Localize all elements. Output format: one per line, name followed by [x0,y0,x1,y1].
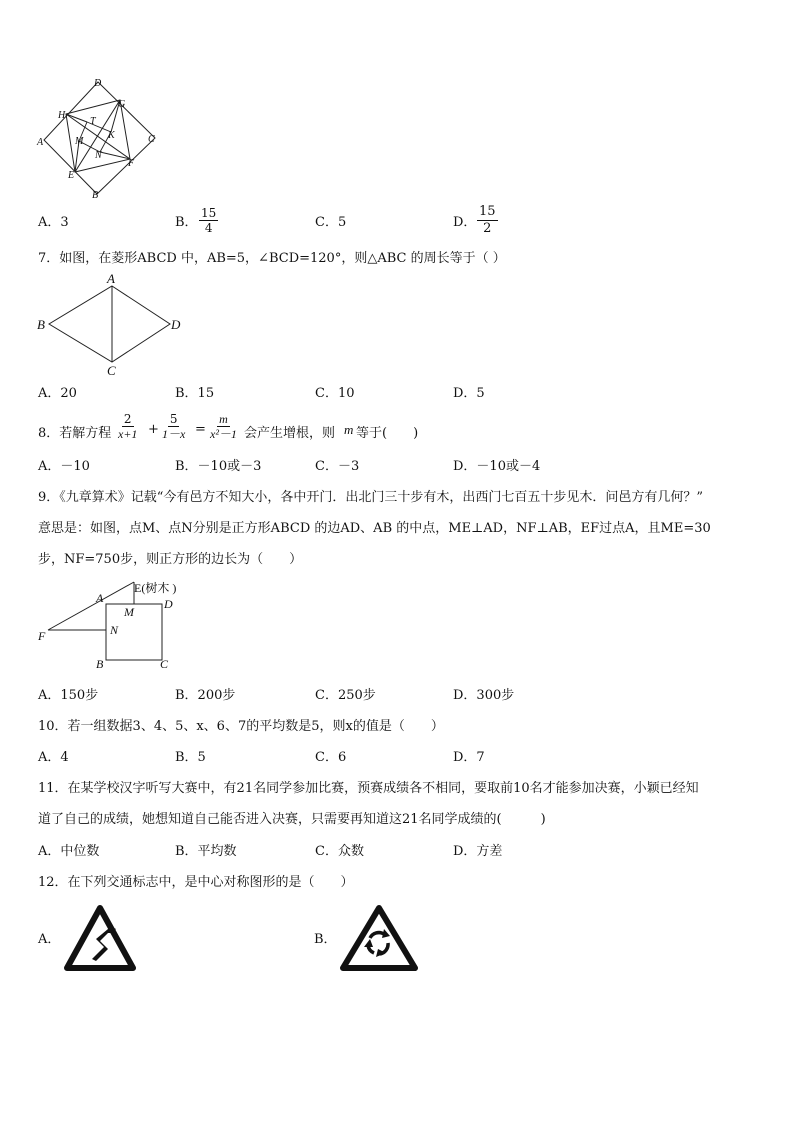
q10-option-a[interactable]: A．4 [38,750,69,765]
q7-option-a[interactable]: A．20 [38,386,77,401]
fig6-label-n: N [95,150,102,161]
q8-fraction-3-denominator: x²－1 [210,427,237,441]
q9-option-a[interactable]: A．150步 [38,688,99,703]
q6-option-d-denominator: 2 [483,221,492,236]
double-bend-sign-icon [64,905,136,971]
q12-option-b[interactable]: B． [314,932,337,947]
q6-option-b-denominator: 4 [204,221,213,235]
q8-option-d[interactable]: D．－10或－4 [453,459,541,474]
fig6-label-k: K [108,130,115,141]
q11-option-d[interactable]: D．方差 [453,844,503,859]
q6-option-b-prefix: B． [175,215,198,230]
q10-option-b[interactable]: B．5 [175,750,206,765]
fig6-label-b: B [92,190,99,201]
q8-option-b[interactable]: B．－10或－3 [175,459,262,474]
q9-stem-line-2: 意思是：如图，点M、点N分别是正方形ABCD 的边AD、AB 的中点，ME⊥AD，NF⊥AB，EF过点A，且ME=30 [38,521,711,536]
q9-label-n: N [110,623,119,637]
q10-stem: 10．若一组数据3、4、5、x、6、7的平均数是5，则x的值是（ ） [38,719,444,734]
q8-stem-prefix: 8．若解方程 [38,426,112,441]
q9-label-a: A [96,591,104,605]
q6-option-b-fraction [199,206,218,235]
q8-fraction-1-denominator: x+1 [118,427,138,441]
q6-option-d-fraction [477,204,498,237]
fig6-label-c: C [148,134,155,145]
q8-plus: + [148,422,159,437]
q9-label-f: F [38,629,46,643]
q8-option-a[interactable]: A．－10 [38,459,90,474]
q8-fraction-3-numerator: m [219,412,228,426]
q7-option-d[interactable]: D．5 [453,386,485,401]
q7-label-d: D [171,317,181,332]
fig6-label-h: H [58,110,66,121]
q11-stem-line-1: 11．在某学校汉字听写大赛中，有21名同学参加比赛，预赛成绩各不相同，要取前10名才能参加决赛，小颖已经知 [38,781,699,796]
q6-option-a[interactable]: A．3 [38,215,69,230]
q8-fraction-2 [160,412,187,441]
q7-rhombus-figure [34,272,194,378]
q7-label-a: A [107,271,115,286]
fig6-label-g: G [118,99,126,110]
q9-stem-line-3: 步，NF=750步，则正方形的边长为（ ） [38,552,303,567]
q6-option-d[interactable] [453,204,533,240]
q8-fraction-2-numerator: 5 [169,412,178,426]
q11-option-a[interactable]: A．中位数 [38,844,100,859]
q9-option-d[interactable]: D．300步 [453,688,515,703]
q10-option-d[interactable]: D．7 [453,750,485,765]
q9-option-c[interactable]: C．250步 [315,688,376,703]
q8-stem-mid: 会产生增根，则 [244,426,336,441]
roundabout-sign-icon [340,905,418,971]
fig6-label-t: T [90,116,96,127]
q12-option-a[interactable]: A． [38,932,61,947]
q6-option-b[interactable] [175,206,255,240]
q8-fraction-3 [208,412,239,441]
q11-option-b[interactable]: B．平均数 [175,844,237,859]
q12-stem: 12．在下列交通标志中，是中心对称图形的是（ ） [38,875,354,890]
q8-equals: = [195,422,206,437]
q10-option-c[interactable]: C．6 [315,750,347,765]
q8-fraction-1 [116,412,139,441]
q7-label-c: C [107,363,116,378]
q6-option-b-numerator: 15 [201,206,217,220]
fig6-label-a: A [37,137,44,148]
q8-stem-suffix: 等于( ) [356,426,419,441]
q7-label-b: B [37,317,45,332]
fig6-label-f: F [128,158,135,169]
q6-option-d-numerator: 15 [479,204,496,219]
q8-option-c[interactable]: C．－3 [315,459,360,474]
q6-option-d-prefix: D． [453,215,477,230]
q6-option-c[interactable]: C．5 [315,215,347,230]
q7-stem: 7．如图，在菱形ABCD 中，AB=5，∠BCD=120°，则△ABC 的周长等于（ ） [38,251,506,266]
fig6-label-e: E [68,170,75,181]
q7-option-b[interactable]: B．15 [175,386,215,401]
q9-option-b[interactable]: B．200步 [175,688,236,703]
q7-option-c[interactable]: C．10 [315,386,355,401]
q11-stem-line-2: 道了自己的成绩，她想知道自己能否进入决赛，只需要再知道这21名同学成绩的( ) [38,812,546,827]
q9-figure [34,578,204,670]
q11-option-c[interactable]: C．众数 [315,844,364,859]
q9-label-b: B [96,657,104,671]
q8-fraction-2-denominator: 1－x [162,427,186,441]
q9-label-e: E(树木 ) [134,581,177,595]
q9-label-c: C [160,657,169,671]
q9-stem-line-1: 9．《九章算术》记载“今有邑方不知大小，各中开门．出北门三十步有木，出西门七百五十步见木．问邑方有几何？” [38,490,704,505]
q8-fraction-1-numerator: 2 [123,412,132,426]
fig6-label-m: M [75,136,84,147]
q8-variable-m: m [344,422,354,437]
q9-label-d: D [164,597,173,611]
fig6-label-d: D [94,78,102,89]
q6-figure [34,74,164,202]
q8-stem [38,408,458,448]
q9-label-m: M [124,605,134,619]
